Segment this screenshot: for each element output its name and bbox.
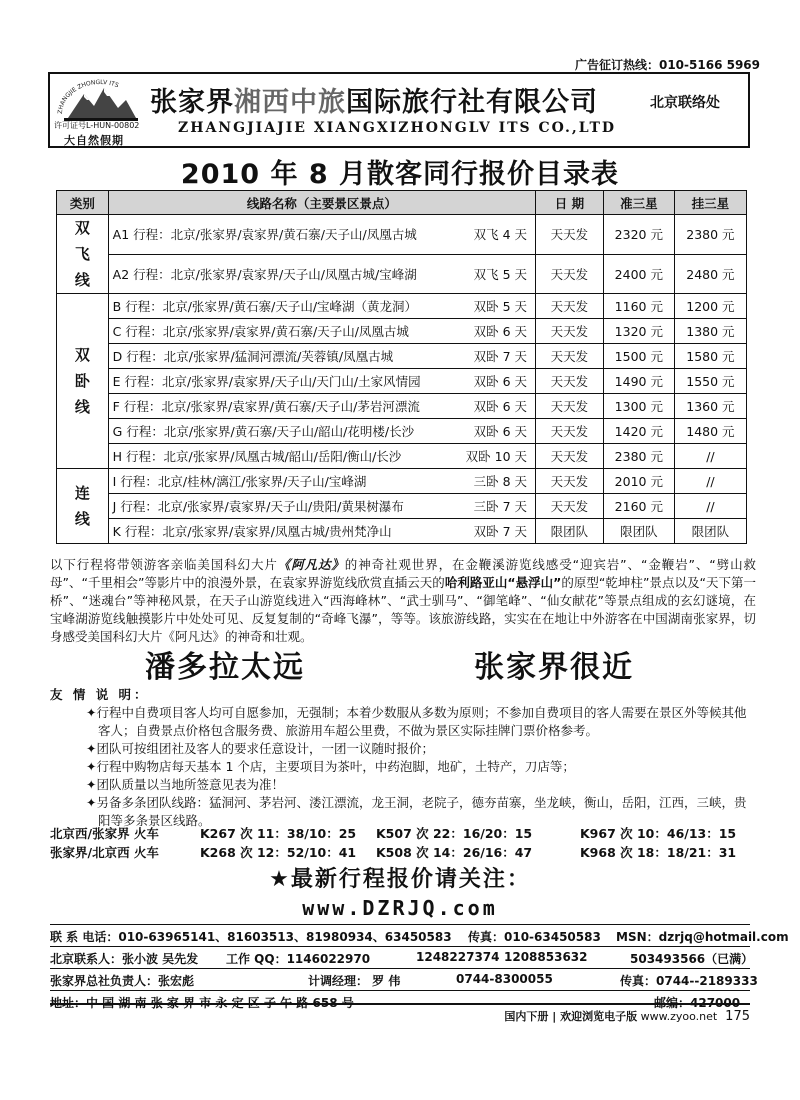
price-standard: 1490 元 xyxy=(603,369,674,394)
notes-list xyxy=(86,704,750,830)
price-rated: // xyxy=(674,444,746,469)
planner-phone: 0744-8300055 xyxy=(456,972,553,986)
route-name: H 行程：北京/张家界/凤凰古城/韶山/岳阳/衡山/长沙 xyxy=(112,449,402,464)
company-header xyxy=(48,72,750,148)
list-item: ✦另备多条团队线路：猛洞河、茅岩河、溇江漂流，龙王洞，老院子，德夯苗寨，坐龙峡，衡山，岳阳，江西，三峡，贵阳等多条景区线路。 xyxy=(86,795,747,828)
beijing-contacts: 北京联系人：张小波 吴先发 xyxy=(50,952,199,966)
route-name: D 行程：北京/张家界/猛洞河漂流/芙蓉镇/凤凰古城 xyxy=(112,349,394,364)
company-name-suffix: 国际旅行社有限公司 xyxy=(346,87,598,118)
route-cell xyxy=(108,394,535,419)
col-header-price-standard: 准三星 xyxy=(603,191,674,215)
divider xyxy=(50,1003,750,1005)
postcode: 邮编：427000 xyxy=(654,996,741,1010)
departure-date: 天天发 xyxy=(536,254,604,294)
route-duration: 双卧 7 天 xyxy=(473,524,527,539)
table-row xyxy=(57,419,747,444)
route-name: C 行程：北京/张家界/袁家界/黄石寨/天子山/凤凰古城 xyxy=(112,324,409,339)
route-duration: 双卧 7 天 xyxy=(473,349,527,364)
price-rated: 1380 元 xyxy=(674,319,746,344)
table-row xyxy=(57,444,747,469)
notes-title: 友 情 说 明： xyxy=(50,687,150,702)
route-name: J 行程：北京/张家界/袁家界/天子山/贵阳/黄果树瀑布 xyxy=(112,499,404,514)
notes-section xyxy=(50,686,750,830)
table-row xyxy=(57,215,747,255)
logo-tagline: 大自然假期 xyxy=(64,134,124,147)
company-name-en: ZHANGJIAJIE XIANGXIZHONGLV ITS CO.,LTD xyxy=(178,120,617,136)
price-rated: 2480 元 xyxy=(674,254,746,294)
category-cell: 连线 xyxy=(57,469,109,544)
price-standard: 2400 元 xyxy=(603,254,674,294)
address: 地址：中 国 湖 南 张 家 界 市 永 定 区 子 午 路 658 号 xyxy=(50,996,354,1010)
col-header-category: 类别 xyxy=(57,191,109,215)
price-standard: 1320 元 xyxy=(603,319,674,344)
website-url[interactable]: www.DZRJQ.com xyxy=(302,896,498,920)
route-duration: 双卧 6 天 xyxy=(473,324,527,339)
route-duration: 三卧 7 天 xyxy=(473,499,527,514)
route-cell xyxy=(108,444,535,469)
intro-text-3: 的原型“乾坤柱”景点以及“天下第一桥”、“迷魂台”等神秘风景，在天子山游览线进入“西海峰林”、“武士驯马”、“御笔峰”、“仙女献花”等景点组成的玄幻谜境，在宝峰湖游览线触摸影片中处处可见、反复复制的“奇峰飞瀑”，等等。该旅游线路，实实在在地让中外游客在中国湖南张家界，切身感受美国科幻大片《阿凡达》的神奇和壮观。 xyxy=(50,575,757,644)
contact-phone: 联 系 电话：010-63965141、81603513、81980934、63450583 xyxy=(50,930,452,944)
departure-date: 天天发 xyxy=(536,319,604,344)
slogan-right: 张家界很近 xyxy=(474,650,634,685)
price-rated: 限团队 xyxy=(674,519,746,544)
route-duration: 双卧 5 天 xyxy=(473,299,527,314)
divider xyxy=(50,968,750,969)
price-rated: 1550 元 xyxy=(674,369,746,394)
departure-date: 天天发 xyxy=(536,344,604,369)
route-name: A2 行程：北京/张家界/袁家界/天子山/凤凰古城/宝峰湖 xyxy=(112,266,417,282)
price-standard: 1420 元 xyxy=(603,419,674,444)
price-standard: 1160 元 xyxy=(603,294,674,319)
divider xyxy=(50,924,750,925)
departure-date: 天天发 xyxy=(536,369,604,394)
route-duration: 双卧 6 天 xyxy=(473,424,527,439)
contact-row xyxy=(50,972,758,990)
page-footer xyxy=(504,1008,750,1024)
work-qq-2: 1248227374 xyxy=(416,950,500,964)
price-standard: 2380 元 xyxy=(603,444,674,469)
intro-film-title: 《阿凡达》 xyxy=(277,557,345,572)
route-name: E 行程：北京/张家界/袁家界/天子山/天门山/土家风情园 xyxy=(112,374,421,389)
price-rated: 1200 元 xyxy=(674,294,746,319)
col-header-date: 日 期 xyxy=(536,191,604,215)
route-cell xyxy=(108,519,535,544)
footer-site[interactable]: www.zyoo.net xyxy=(640,1010,718,1023)
divider xyxy=(50,990,750,991)
price-standard: 1500 元 xyxy=(603,344,674,369)
departure-date: 天天发 xyxy=(536,294,604,319)
company-name-highlight: 湘西中旅 xyxy=(234,87,346,118)
list-item: ✦团队质量以当地所签意见表为准！ xyxy=(86,777,284,792)
planner: 计调经理： 罗 伟 xyxy=(308,974,401,988)
train-row xyxy=(50,824,750,842)
departure-date: 天天发 xyxy=(536,215,604,255)
company-name-cn xyxy=(150,80,598,119)
price-standard: 1300 元 xyxy=(603,394,674,419)
col-header-route: 线路名称（主要景区景点） xyxy=(108,191,535,215)
train-schedule-3: K968 次 18：18/21：31 xyxy=(580,845,737,860)
route-duration: 双卧 6 天 xyxy=(473,399,527,414)
ad-hotline: 广告征订热线：010-5166 5969 xyxy=(574,58,760,72)
departure-date: 天天发 xyxy=(536,444,604,469)
departure-date: 天天发 xyxy=(536,469,604,494)
list-item: ✦行程中购物店每天基本 1 个店，主要项目为茶叶，中药泡脚，地矿，土特产，刀店等； xyxy=(86,759,575,774)
contact-row xyxy=(50,928,789,946)
table-row xyxy=(57,369,747,394)
route-cell xyxy=(108,254,535,294)
route-cell xyxy=(108,294,535,319)
category-cell: 双卧线 xyxy=(57,294,109,469)
license-number: 许可证号L-HUN-00802 xyxy=(54,121,140,130)
category-cell: 双飞线 xyxy=(57,215,109,294)
price-table xyxy=(56,190,747,544)
footer-label: 国内下册 | 欢迎浏览电子版 xyxy=(504,1010,638,1023)
table-row xyxy=(57,254,747,294)
price-rated: 2380 元 xyxy=(674,215,746,255)
page-number: 175 xyxy=(725,1009,750,1024)
contact-msn[interactable]: MSN：dzrjq@hotmail.com xyxy=(616,930,789,944)
route-cell xyxy=(108,419,535,444)
company-name-prefix: 张家界 xyxy=(150,87,234,118)
route-cell xyxy=(108,344,535,369)
price-standard: 2320 元 xyxy=(603,215,674,255)
route-duration: 双飞 5 天 xyxy=(473,266,527,282)
route-cell xyxy=(108,369,535,394)
table-row xyxy=(57,469,747,494)
train-route: 张家界/北京西 火车 xyxy=(50,845,159,860)
route-name: I 行程：北京/桂林/漓江/张家界/天子山/宝峰湖 xyxy=(112,474,367,489)
work-qq-3: 1208853632 xyxy=(504,950,588,964)
route-name: G 行程：北京/张家界/黄石寨/天子山/韶山/花明楼/长沙 xyxy=(112,424,415,439)
route-cell xyxy=(108,319,535,344)
list-item: ✦行程中自费项目客人均可自愿参加，无强制；本着少数服从多数为原则；不参加自费项目的客人需要在景区外等候其他客人；自费景点价格包含服务费、旅游用车超公里费，不做为景区实际挂牌门票价格参考。 xyxy=(86,705,747,738)
hq-manager: 张家界总社负责人：张宏彪 xyxy=(50,974,195,988)
table-row xyxy=(57,394,747,419)
price-table-body xyxy=(57,215,747,544)
logo-arc-text: ZHANGJIE ZHONGLV ITS xyxy=(56,78,120,115)
attention-heading: ★最新行程报价请关注： xyxy=(269,867,531,892)
train-schedule-1: K268 次 12：52/10：41 xyxy=(200,845,357,860)
route-duration: 双卧 10 天 xyxy=(465,449,527,464)
intro-text-1: 以下行程将带领游客亲临美国科幻大片 xyxy=(50,557,278,572)
divider xyxy=(50,946,750,947)
price-standard: 限团队 xyxy=(603,519,674,544)
hq-fax: 传真：0744--2189333 xyxy=(620,974,758,988)
departure-date: 天天发 xyxy=(536,494,604,519)
company-logo xyxy=(54,76,146,146)
table-header-row xyxy=(57,191,747,215)
page-title: 2010 年 8 月散客同行报价目录表 xyxy=(180,159,620,190)
intro-text-2: 的神奇社观世界，在金鞭溪游览线感受“迎宾岩”、“金鞭岩”、“劈山救母”、“千里相会”等影片中的浪漫外景，在袁家界游览线欣赏直插云天的 xyxy=(50,557,756,590)
price-rated: 1480 元 xyxy=(674,419,746,444)
route-duration: 三卧 8 天 xyxy=(473,474,527,489)
price-rated: // xyxy=(674,469,746,494)
branch-office: 北京联络处 xyxy=(650,95,720,111)
work-qq-4: 503493566（已满） xyxy=(630,952,754,966)
avatar-intro-paragraph xyxy=(50,556,756,646)
contact-row xyxy=(50,950,754,968)
work-qq: 工作 QQ：1146022970 xyxy=(226,952,371,966)
train-row xyxy=(50,843,750,861)
route-name: B 行程：北京/张家界/黄石寨/天子山/宝峰湖（黄龙洞） xyxy=(112,299,418,314)
route-cell xyxy=(108,215,535,255)
departure-date: 限团队 xyxy=(536,519,604,544)
train-schedule-1: K267 次 11：38/10：25 xyxy=(200,826,357,841)
table-row xyxy=(57,319,747,344)
departure-date: 天天发 xyxy=(536,419,604,444)
price-standard: 2010 元 xyxy=(603,469,674,494)
list-item: ✦团队可按组团社及客人的要求任意设计，一团一议随时报价； xyxy=(86,741,434,756)
table-row xyxy=(57,294,747,319)
contact-fax: 传真：010-63450583 xyxy=(468,930,601,944)
train-schedule-2: K508 次 14：26/16：47 xyxy=(376,845,533,860)
table-row xyxy=(57,519,747,544)
departure-date: 天天发 xyxy=(536,394,604,419)
slogan-left: 潘多拉太远 xyxy=(145,650,305,685)
route-name: K 行程：北京/张家界/袁家界/凤凰古城/贵州梵净山 xyxy=(112,524,392,539)
col-header-price-rated: 挂三星 xyxy=(674,191,746,215)
route-cell xyxy=(108,469,535,494)
intro-mountain: 哈利路亚山“悬浮山” xyxy=(444,575,562,590)
train-route: 北京西/张家界 火车 xyxy=(50,826,159,841)
route-duration: 双卧 6 天 xyxy=(473,374,527,389)
route-name: F 行程：北京/张家界/袁家界/黄石寨/天子山/茅岩河漂流 xyxy=(112,399,420,414)
route-cell xyxy=(108,494,535,519)
mountain-logo-icon xyxy=(54,76,146,122)
price-rated: 1360 元 xyxy=(674,394,746,419)
price-standard: 2160 元 xyxy=(603,494,674,519)
table-row xyxy=(57,494,747,519)
train-schedule-2: K507 次 22：16/20：15 xyxy=(376,826,533,841)
route-name: A1 行程：北京/张家界/袁家界/黄石寨/天子山/凤凰古城 xyxy=(112,227,417,243)
train-schedule-3: K967 次 10：46/13：15 xyxy=(580,826,737,841)
route-duration: 双飞 4 天 xyxy=(473,227,527,243)
price-rated: // xyxy=(674,494,746,519)
table-row xyxy=(57,344,747,369)
price-rated: 1580 元 xyxy=(674,344,746,369)
